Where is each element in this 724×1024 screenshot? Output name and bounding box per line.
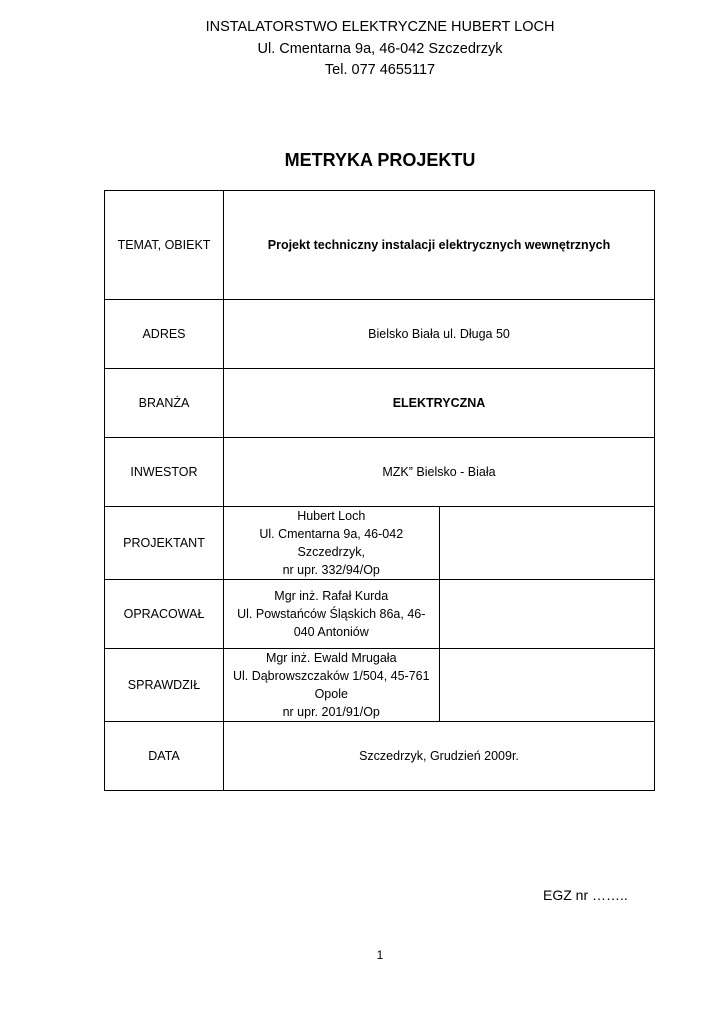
table-row: [105, 369, 655, 438]
copy-number: EGZ nr ……..: [543, 887, 628, 903]
table-row: [105, 438, 655, 507]
row-value-opracowal: [224, 580, 440, 649]
table-row: [105, 722, 655, 791]
company-address: Ul. Cmentarna 9a, 46-042 Szczedrzyk: [257, 40, 503, 57]
opracowal-address: Ul. Powstańców Śląskich 86a, 46-040 Antoniów: [237, 607, 426, 639]
row-value-branza: ELEKTRYCZNA: [224, 369, 655, 438]
signature-cell-projektant: [439, 507, 655, 580]
row-label-projektant: PROJEKTANT: [105, 507, 224, 580]
row-label-adres: ADRES: [105, 300, 224, 369]
row-value-projektant: [224, 507, 440, 580]
projektant-license: nr upr. 332/94/Op: [282, 563, 380, 577]
project-metadata-table: [104, 190, 655, 791]
signature-cell-sprawdzil: [439, 649, 655, 722]
row-label-branza: BRANŻA: [105, 369, 224, 438]
row-label-temat: TEMAT, OBIEKT: [105, 191, 224, 300]
sprawdzil-name: Mgr inż. Ewald Mrugała: [265, 651, 397, 665]
company-phone: Tel. 077 4655117: [324, 62, 436, 78]
sprawdzil-address: Ul. Dąbrowszczaków 1/504, 45-761 Opole: [232, 669, 430, 701]
row-label-opracowal: OPRACOWAŁ: [105, 580, 224, 649]
table-row: [105, 580, 655, 649]
projektant-name: Hubert Loch: [297, 509, 366, 523]
row-value-adres: Bielsko Biała ul. Długa 50: [224, 300, 655, 369]
row-value-sprawdzil: [224, 649, 440, 722]
page-number: 1: [376, 948, 384, 962]
table-row: [105, 649, 655, 722]
row-value-inwestor: MZK” Bielsko - Biała: [224, 438, 655, 507]
row-value-data: Szczedrzyk, Grudzień 2009r.: [224, 722, 655, 791]
projektant-address: Ul. Cmentarna 9a, 46-042 Szczedrzyk,: [259, 527, 404, 559]
row-value-temat: Projekt techniczny instalacji elektrycznych wewnętrznych: [224, 191, 655, 300]
document-header: [0, 17, 724, 82]
table-row: [105, 191, 655, 300]
opracowal-name: Mgr inż. Rafał Kurda: [274, 589, 389, 603]
company-name: INSTALATORSTWO ELEKTRYCZNE HUBERT LOCH: [205, 19, 555, 35]
sprawdzil-license: nr upr. 201/91/Op: [282, 705, 380, 719]
signature-cell-opracowal: [439, 580, 655, 649]
page-title: METRYKA PROJEKTU: [284, 150, 476, 170]
row-label-sprawdzil: SPRAWDZIŁ: [105, 649, 224, 722]
table-row: [105, 507, 655, 580]
row-label-data: DATA: [105, 722, 224, 791]
row-label-inwestor: INWESTOR: [105, 438, 224, 507]
table-row: [105, 300, 655, 369]
